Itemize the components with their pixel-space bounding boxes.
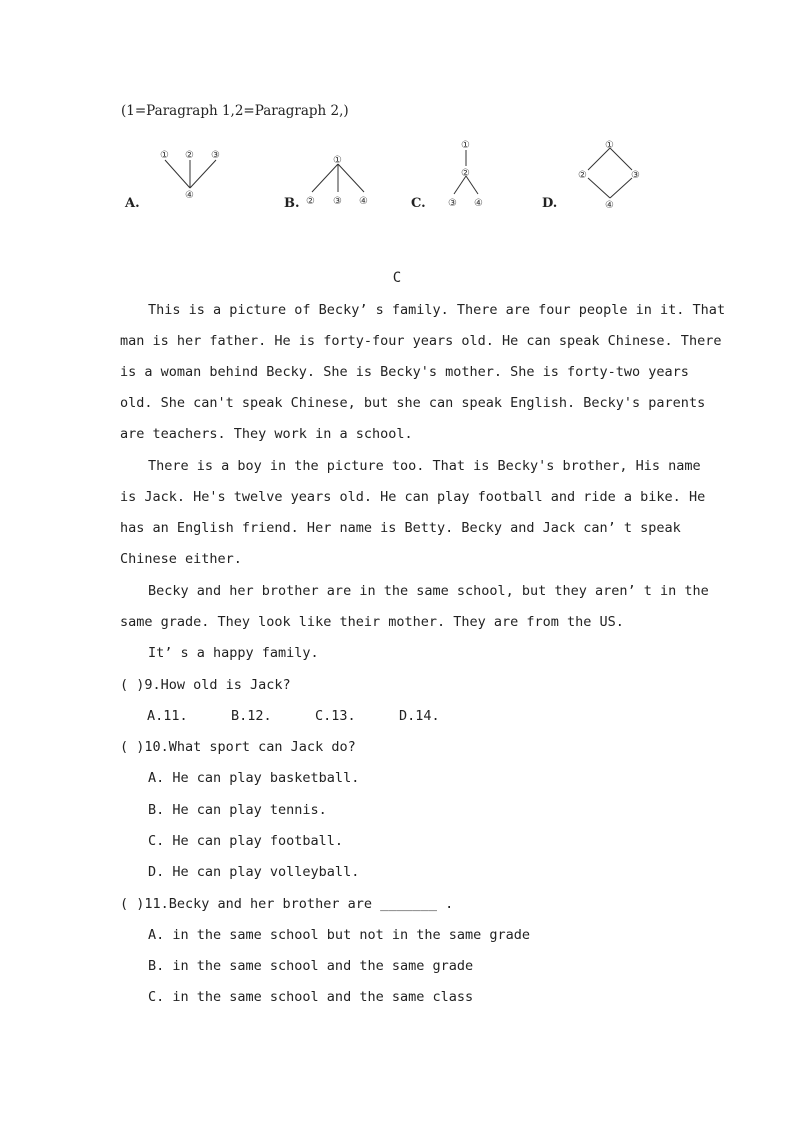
question-10-option-b[interactable]: B. He can play tennis. bbox=[148, 802, 327, 818]
question-11-option-a[interactable]: A. in the same school but not in the same grade bbox=[148, 927, 531, 943]
diagram-d-label: D. bbox=[542, 196, 558, 211]
diagram-c-node-2: ② bbox=[461, 168, 470, 179]
diagram-d-node-1: ① bbox=[605, 140, 614, 151]
question-11-option-b[interactable]: B. in the same school and the same grade bbox=[148, 958, 474, 974]
diagram-c-label: C. bbox=[411, 196, 426, 211]
diagram-a-label: A. bbox=[125, 196, 140, 211]
question-9-stem: ( )9.How old is Jack? bbox=[120, 677, 291, 693]
question-10-option-c[interactable]: C. He can play football. bbox=[148, 833, 344, 849]
question-10-option-d[interactable]: D. He can play volleyball. bbox=[148, 864, 360, 880]
diagram-d bbox=[570, 134, 650, 214]
passage-line: Becky and her brother are in the same school, but they aren’ t in the bbox=[148, 583, 709, 599]
question-11-option-c[interactable]: C. in the same school and the same class bbox=[148, 989, 474, 1005]
passage-line: It’ s a happy family. bbox=[148, 645, 319, 661]
passage-line: Chinese either. bbox=[120, 551, 242, 567]
section-heading: C bbox=[392, 270, 402, 286]
question-11-stem: ( )11.Becky and her brother are _______ . bbox=[120, 896, 454, 912]
diagram-d-node-3: ③ bbox=[631, 170, 640, 181]
passage-line: is a woman behind Becky. She is Becky's mother. She is forty-two years bbox=[120, 364, 689, 380]
passage-line: has an English friend. Her name is Betty. Becky and Jack can’ t speak bbox=[120, 520, 681, 536]
diagram-d-node-2: ② bbox=[578, 170, 587, 181]
question-9-option-c[interactable]: C.13. bbox=[315, 708, 356, 724]
paragraph-note: (1=Paragraph 1,2=Paragraph 2,) bbox=[121, 103, 349, 119]
diagram-b-node-2: ② bbox=[306, 196, 315, 207]
diagram-d-node-4: ④ bbox=[605, 200, 614, 211]
diagram-a-node-2: ② bbox=[185, 150, 194, 161]
diagram-b-label: B. bbox=[284, 196, 300, 211]
question-9-option-d[interactable]: D.14. bbox=[399, 708, 440, 724]
diagram-b bbox=[300, 148, 380, 210]
passage-line: is Jack. He's twelve years old. He can play football and ride a bike. He bbox=[120, 489, 706, 505]
diagram-a-node-4: ④ bbox=[185, 190, 194, 201]
diagram-c bbox=[440, 134, 500, 212]
diagram-a-node-3: ③ bbox=[211, 150, 220, 161]
diagram-a bbox=[150, 140, 240, 210]
passage-line: same grade. They look like their mother. They are from the US. bbox=[120, 614, 624, 630]
diagram-b-node-1: ① bbox=[333, 155, 342, 166]
passage-line: old. She can't speak Chinese, but she can speak English. Becky's parents bbox=[120, 395, 706, 411]
diagram-c-node-4: ④ bbox=[474, 198, 483, 209]
passage-line: There is a boy in the picture too. That is Becky's brother, His name bbox=[148, 458, 701, 474]
question-9-option-b[interactable]: B.12. bbox=[231, 708, 272, 724]
question-9-option-a[interactable]: A.11. bbox=[147, 708, 188, 724]
diagram-a-node-1: ① bbox=[160, 150, 169, 161]
passage-line: man is her father. He is forty-four years old. He can speak Chinese. There bbox=[120, 333, 722, 349]
passage-line: This is a picture of Becky’ s family. There are four people in it. That bbox=[148, 302, 726, 318]
diagram-c-node-1: ① bbox=[461, 140, 470, 151]
diagram-c-node-3: ③ bbox=[448, 198, 457, 209]
diagram-b-node-3: ③ bbox=[333, 196, 342, 207]
passage-line: are teachers. They work in a school. bbox=[120, 426, 413, 442]
question-10-stem: ( )10.What sport can Jack do? bbox=[120, 739, 356, 755]
question-10-option-a[interactable]: A. He can play basketball. bbox=[148, 770, 360, 786]
diagram-b-node-4: ④ bbox=[359, 196, 368, 207]
